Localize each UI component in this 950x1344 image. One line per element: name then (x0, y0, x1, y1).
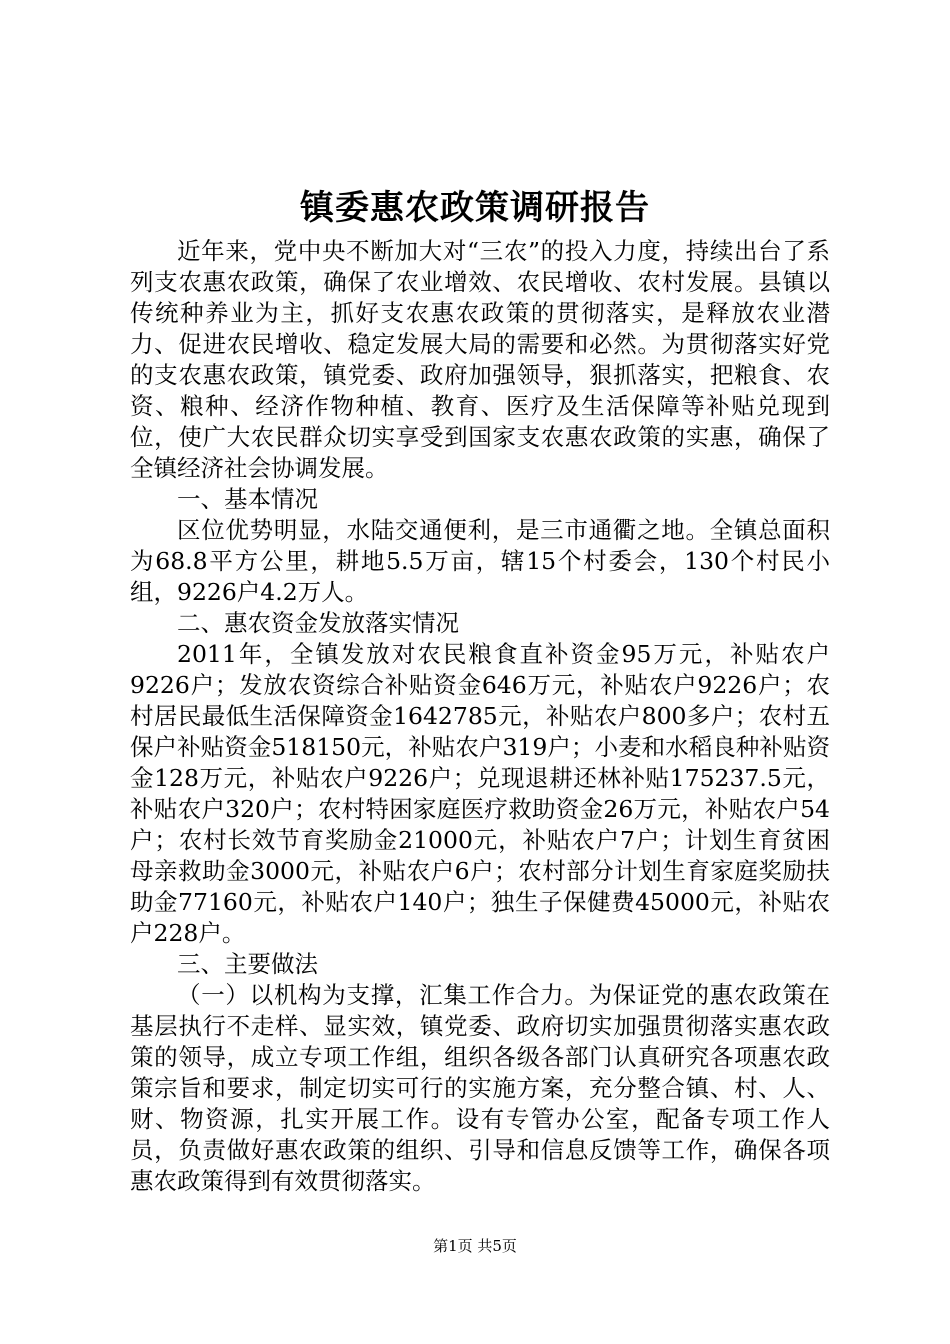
basic-situation-paragraph: 区位优势明显，水陆交通便利，是三市通衢之地。全镇总面积为68.8平方公里，耕地5.5万亩，辖15个村委会，130个村民小组，9226户4.2万人。 (130, 516, 830, 606)
methods-paragraph: （一）以机构为支撑，汇集工作合力。为保证党的惠农政策在基层执行不走样、显实效，镇党委、政府切实加强贯彻落实惠农政策的领导，成立专项工作组，组织各级各部门认真研究各项惠农政策宗旨和要求，制定切实可行的实施方案，充分整合镇、村、人、财、物资源，扎实开展工作。设有专管办公室，配备专项工作人员，负责做好惠农政策的组织、引导和信息反馈等工作，确保各项惠农政策得到有效贯彻落实。 (130, 981, 830, 1195)
section-heading-basic-situation: 一、基本情况 (177, 485, 318, 513)
document-body (130, 236, 830, 1197)
section-heading-methods: 三、主要做法 (177, 950, 318, 978)
page-footer: 第1页 共5页 (433, 1237, 517, 1255)
section-heading-funds: 二、惠农资金发放落实情况 (177, 609, 459, 637)
intro-paragraph: 近年来，党中央不断加大对“三农”的投入力度，持续出台了系列支农惠农政策，确保了农业增效、农民增收、农村发展。县镇以传统种养业为主，抓好支农惠农政策的贯彻落实，是释放农业潜力、促进农民增收、稳定发展大局的需要和必然。为贯彻落实好党的支农惠农政策，镇党委、政府加强领导，狠抓落实，把粮食、农资、粮种、经济作物种植、教育、医疗及生活保障等补贴兑现到位，使广大农民群众切实享受到国家支农惠农政策的实惠，确保了全镇经济社会协调发展。 (130, 237, 830, 482)
funds-paragraph: 2011年，全镇发放对农民粮食直补资金95万元，补贴农户9226户；发放农资综合补贴资金646万元，补贴农户9226户；农村居民最低生活保障资金1642785元，补贴农户800多户；农村五保户补贴资金518150元，补贴农户319户；小麦和水稻良种补贴资金128万元，补贴农户9226户；兑现退耕还林补贴175237.5元，补贴农户320户；农村特困家庭医疗救助资金26万元，补贴农户54户；农村长效节育奖励金21000元，补贴农户7户；计划生育贫困母亲救助金3000元，补贴农户6户；农村部分计划生育家庭奖励扶助金77160元，补贴农户140户；独生子保健费45000元，补贴农户228户。 (130, 640, 830, 947)
document-title: 镇委惠农政策调研报告 (300, 188, 650, 228)
